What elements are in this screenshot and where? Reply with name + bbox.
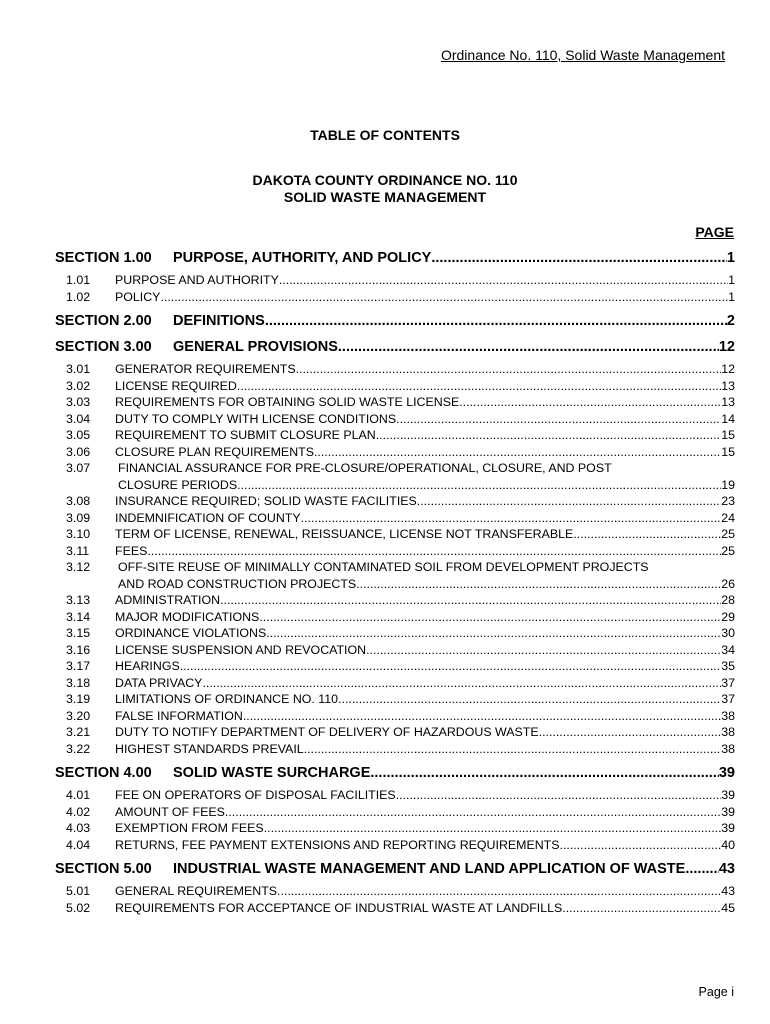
dot-leader [376, 427, 721, 444]
toc-entry-row [55, 642, 735, 659]
toc-heading: TABLE OF CONTENTS [310, 127, 460, 143]
entry-number: 3.01 [66, 362, 91, 376]
entry-title: PURPOSE AND AUTHORITY [115, 273, 279, 287]
dot-leader [277, 883, 721, 900]
dot-leader [539, 724, 722, 741]
toc-entry-row [55, 559, 735, 576]
entry-page: 39 [721, 804, 735, 819]
dot-leader [396, 787, 722, 804]
toc-entry-row [55, 378, 735, 395]
entry-page: 26 [721, 576, 735, 591]
entry-number: 1.02 [66, 289, 91, 304]
toc-entry-row [55, 691, 735, 708]
dot-leader [314, 444, 721, 461]
entry-page: 40 [721, 837, 735, 852]
entry-number: 3.10 [66, 527, 91, 541]
entry-number: 3.03 [66, 395, 91, 409]
entry-page: 35 [721, 659, 735, 673]
entry-title: FINANCIAL ASSURANCE FOR PRE-CLOSURE/OPERATIONAL, CLOSURE, AND POST [118, 461, 612, 475]
section-title: PURPOSE, AUTHORITY, AND POLICY [173, 250, 432, 266]
entry-page: 30 [721, 626, 735, 640]
entry-title: LICENSE SUSPENSION AND REVOCATION [115, 642, 367, 657]
entry-page: 29 [721, 609, 735, 624]
toc-section-row [55, 763, 735, 783]
entry-page: 39 [721, 821, 735, 835]
toc-entry-row [55, 444, 735, 461]
toc-entry-row [55, 289, 735, 306]
dot-leader [180, 658, 721, 675]
entry-page: 25 [721, 543, 735, 558]
entry-number: 3.21 [66, 725, 91, 739]
entry-title: REQUIREMENT TO SUBMIT CLOSURE PLAN [115, 428, 376, 442]
entry-number: 3.04 [66, 411, 91, 426]
toc-entry-row [55, 724, 735, 741]
toc-section-row [55, 248, 735, 268]
toc-entry-continuation [55, 477, 735, 494]
entry-title: POLICY [115, 289, 161, 304]
entry-page: 38 [721, 708, 735, 723]
dot-leader [237, 477, 721, 494]
toc-section-row [55, 337, 735, 357]
section-number: SECTION 1.00 [55, 250, 152, 266]
toc-section-row [55, 311, 735, 331]
entry-number: 3.16 [66, 642, 91, 657]
entry-number: 3.15 [66, 626, 91, 640]
entry-number: 3.06 [66, 444, 91, 459]
entry-title: GENERATOR REQUIREMENTS [115, 362, 296, 376]
entry-page: 39 [721, 788, 735, 802]
dot-leader [160, 289, 728, 306]
dot-leader [685, 859, 719, 879]
entry-title: FEES [115, 543, 148, 558]
toc-entry-row [55, 427, 735, 444]
entry-title: RETURNS, FEE PAYMENT EXTENSIONS AND REPORTING REQUIREMENTS [115, 837, 560, 852]
section-page: 39 [718, 765, 735, 781]
entry-page: 45 [721, 900, 735, 915]
toc-entry-list [55, 272, 735, 305]
dot-leader [573, 526, 721, 543]
entry-page: 12 [721, 362, 735, 376]
entry-page: 1 [728, 289, 735, 304]
section-page: 43 [718, 861, 735, 877]
toc-entry-row [55, 787, 735, 804]
entry-title: DATA PRIVACY [115, 675, 203, 690]
toc-entry-row [55, 394, 735, 411]
toc-entry-row [55, 708, 735, 725]
entry-number: 3.12 [66, 560, 91, 574]
toc-entry-row [55, 609, 735, 626]
section-number: SECTION 3.00 [55, 339, 152, 355]
section-number: SECTION 5.00 [55, 861, 152, 877]
toc-entry-row [55, 526, 735, 543]
running-header: Ordinance No. 110, Solid Waste Management [440, 47, 725, 63]
entry-title: FEE ON OPERATORS OF DISPOSAL FACILITIES [115, 788, 396, 802]
entry-title: HEARINGS [115, 659, 180, 673]
toc-entry-row [55, 804, 735, 821]
toc-entry-row [55, 543, 735, 560]
dot-leader [396, 411, 721, 428]
toc-entry-row [55, 900, 735, 917]
entry-title: LICENSE REQUIRED [115, 378, 237, 393]
entry-title: OFF-SITE REUSE OF MINIMALLY CONTAMINATED SOIL FROM DEVELOPMENT PROJECTS [118, 560, 649, 574]
entry-number: 3.19 [66, 692, 91, 706]
entry-number: 3.14 [66, 609, 91, 624]
toc-section-row [55, 859, 735, 879]
dot-leader [301, 510, 722, 527]
entry-page: 38 [721, 725, 735, 739]
entry-number: 3.05 [66, 428, 91, 442]
toc-entry-list [55, 883, 735, 916]
section-number: SECTION 2.00 [55, 313, 152, 329]
entry-title: GENERAL REQUIREMENTS [115, 884, 278, 898]
toc-entry-continuation [55, 576, 735, 593]
dot-leader [338, 691, 721, 708]
entry-title: INDEMNIFICATION OF COUNTY [115, 510, 301, 525]
dot-leader [279, 272, 728, 289]
dot-leader [417, 493, 721, 510]
toc-entry-row [55, 625, 735, 642]
entry-page: 19 [721, 477, 735, 492]
toc-entry-row [55, 510, 735, 527]
entry-number: 3.20 [66, 708, 91, 723]
entry-page: 15 [721, 428, 735, 442]
entry-number: 5.01 [66, 884, 91, 898]
dot-leader [264, 820, 722, 837]
dot-leader [560, 837, 722, 854]
entry-page: 13 [721, 395, 735, 409]
entry-number: 5.02 [66, 900, 91, 915]
entry-page: 14 [721, 411, 735, 426]
entry-title: ORDINANCE VIOLATIONS [115, 626, 267, 640]
entry-title-continuation: AND ROAD CONSTRUCTION PROJECTS [118, 576, 357, 591]
toc-entry-row [55, 592, 735, 609]
toc-entry-list [55, 787, 735, 853]
toc-entry-row [55, 741, 735, 758]
entry-title: REQUIREMENTS FOR OBTAINING SOLID WASTE LICENSE [115, 395, 460, 409]
dot-leader [259, 609, 721, 626]
dot-leader [225, 804, 721, 821]
entry-number: 4.03 [66, 821, 91, 835]
entry-page: 37 [721, 675, 735, 690]
entry-title: EXEMPTION FROM FEES [115, 821, 264, 835]
entry-title: AMOUNT OF FEES [115, 804, 225, 819]
section-title: GENERAL PROVISIONS [173, 339, 338, 355]
entry-page: 15 [721, 444, 735, 459]
dot-leader [370, 763, 718, 783]
dot-leader [431, 248, 727, 268]
entry-number: 4.02 [66, 804, 91, 819]
entry-page: 37 [721, 692, 735, 706]
entry-number: 3.17 [66, 659, 91, 673]
dot-leader [296, 361, 722, 378]
entry-title: MAJOR MODIFICATIONS [115, 609, 260, 624]
entry-number: 3.13 [66, 593, 91, 607]
entry-number: 1.01 [66, 273, 91, 287]
dot-leader [366, 642, 721, 659]
section-title: SOLID WASTE SURCHARGE [173, 765, 371, 781]
section-title: INDUSTRIAL WASTE MANAGEMENT AND LAND APPLICATION OF WASTE [173, 861, 686, 877]
toc-entry-row [55, 460, 735, 477]
dot-leader [459, 394, 721, 411]
dot-leader [202, 675, 721, 692]
section-number: SECTION 4.00 [55, 765, 152, 781]
entry-number: 4.04 [66, 837, 91, 852]
dot-leader [562, 900, 721, 917]
entry-number: 4.01 [66, 788, 91, 802]
entry-page: 24 [721, 510, 735, 525]
toc-entry-row [55, 837, 735, 854]
section-page: 1 [726, 250, 735, 266]
entry-page: 23 [721, 494, 735, 508]
toc-entry-row [55, 272, 735, 289]
entry-number: 3.07 [66, 461, 91, 475]
entry-title: HIGHEST STANDARDS PREVAIL [115, 741, 304, 756]
ordinance-subtitle: SOLID WASTE MANAGEMENT [283, 189, 487, 205]
dot-leader [304, 741, 722, 758]
toc-entry-row [55, 820, 735, 837]
dot-leader [237, 378, 721, 395]
entry-number: 3.02 [66, 378, 91, 393]
page-column-label: PAGE [695, 224, 734, 240]
entry-page: 43 [721, 884, 735, 898]
section-title: DEFINITIONS [173, 313, 265, 329]
page-footer: Page i [698, 985, 734, 999]
entry-title: REQUIREMENTS FOR ACCEPTANCE OF INDUSTRIAL WASTE AT LANDFILLS [115, 900, 563, 915]
entry-title-continuation: CLOSURE PERIODS [118, 477, 238, 492]
toc-entry-row [55, 675, 735, 692]
entry-title: FALSE INFORMATION [115, 708, 243, 723]
entry-page: 34 [721, 642, 735, 657]
toc-entry-row [55, 658, 735, 675]
entry-page: 1 [728, 273, 735, 287]
entry-number: 3.11 [66, 543, 90, 558]
toc-entry-list [55, 361, 735, 757]
toc-entry-row [55, 883, 735, 900]
entry-number: 3.08 [66, 494, 91, 508]
entry-page: 25 [721, 527, 735, 541]
entry-number: 3.18 [66, 675, 91, 690]
entry-page: 13 [721, 378, 735, 393]
dot-leader [338, 337, 719, 357]
entry-title: DUTY TO NOTIFY DEPARTMENT OF DELIVERY OF HAZARDOUS WASTE [115, 725, 539, 739]
table-of-contents [55, 248, 735, 918]
section-page: 12 [718, 339, 735, 355]
entry-number: 3.22 [66, 741, 91, 756]
dot-leader [243, 708, 721, 725]
entry-number: 3.09 [66, 510, 91, 525]
dot-leader [266, 625, 721, 642]
entry-title: LIMITATIONS OF ORDINANCE NO. 110 [115, 692, 339, 706]
dot-leader [356, 576, 721, 593]
entry-title: DUTY TO COMPLY WITH LICENSE CONDITIONS [115, 411, 397, 426]
entry-title: ADMINISTRATION [115, 593, 221, 607]
dot-leader [265, 311, 727, 331]
toc-entry-row [55, 411, 735, 428]
toc-entry-row [55, 493, 735, 510]
toc-entry-row [55, 361, 735, 378]
entry-title: INSURANCE REQUIRED; SOLID WASTE FACILITIES [115, 494, 417, 508]
entry-title: CLOSURE PLAN REQUIREMENTS [115, 444, 314, 459]
entry-page: 28 [721, 593, 735, 607]
dot-leader [220, 592, 721, 609]
entry-page: 38 [721, 741, 735, 756]
dot-leader [147, 543, 721, 560]
ordinance-title: DAKOTA COUNTY ORDINANCE NO. 110 [252, 172, 518, 188]
section-page: 2 [726, 313, 735, 329]
entry-title: TERM OF LICENSE, RENEWAL, REISSUANCE, LICENSE NOT TRANSFERABLE [115, 527, 574, 541]
